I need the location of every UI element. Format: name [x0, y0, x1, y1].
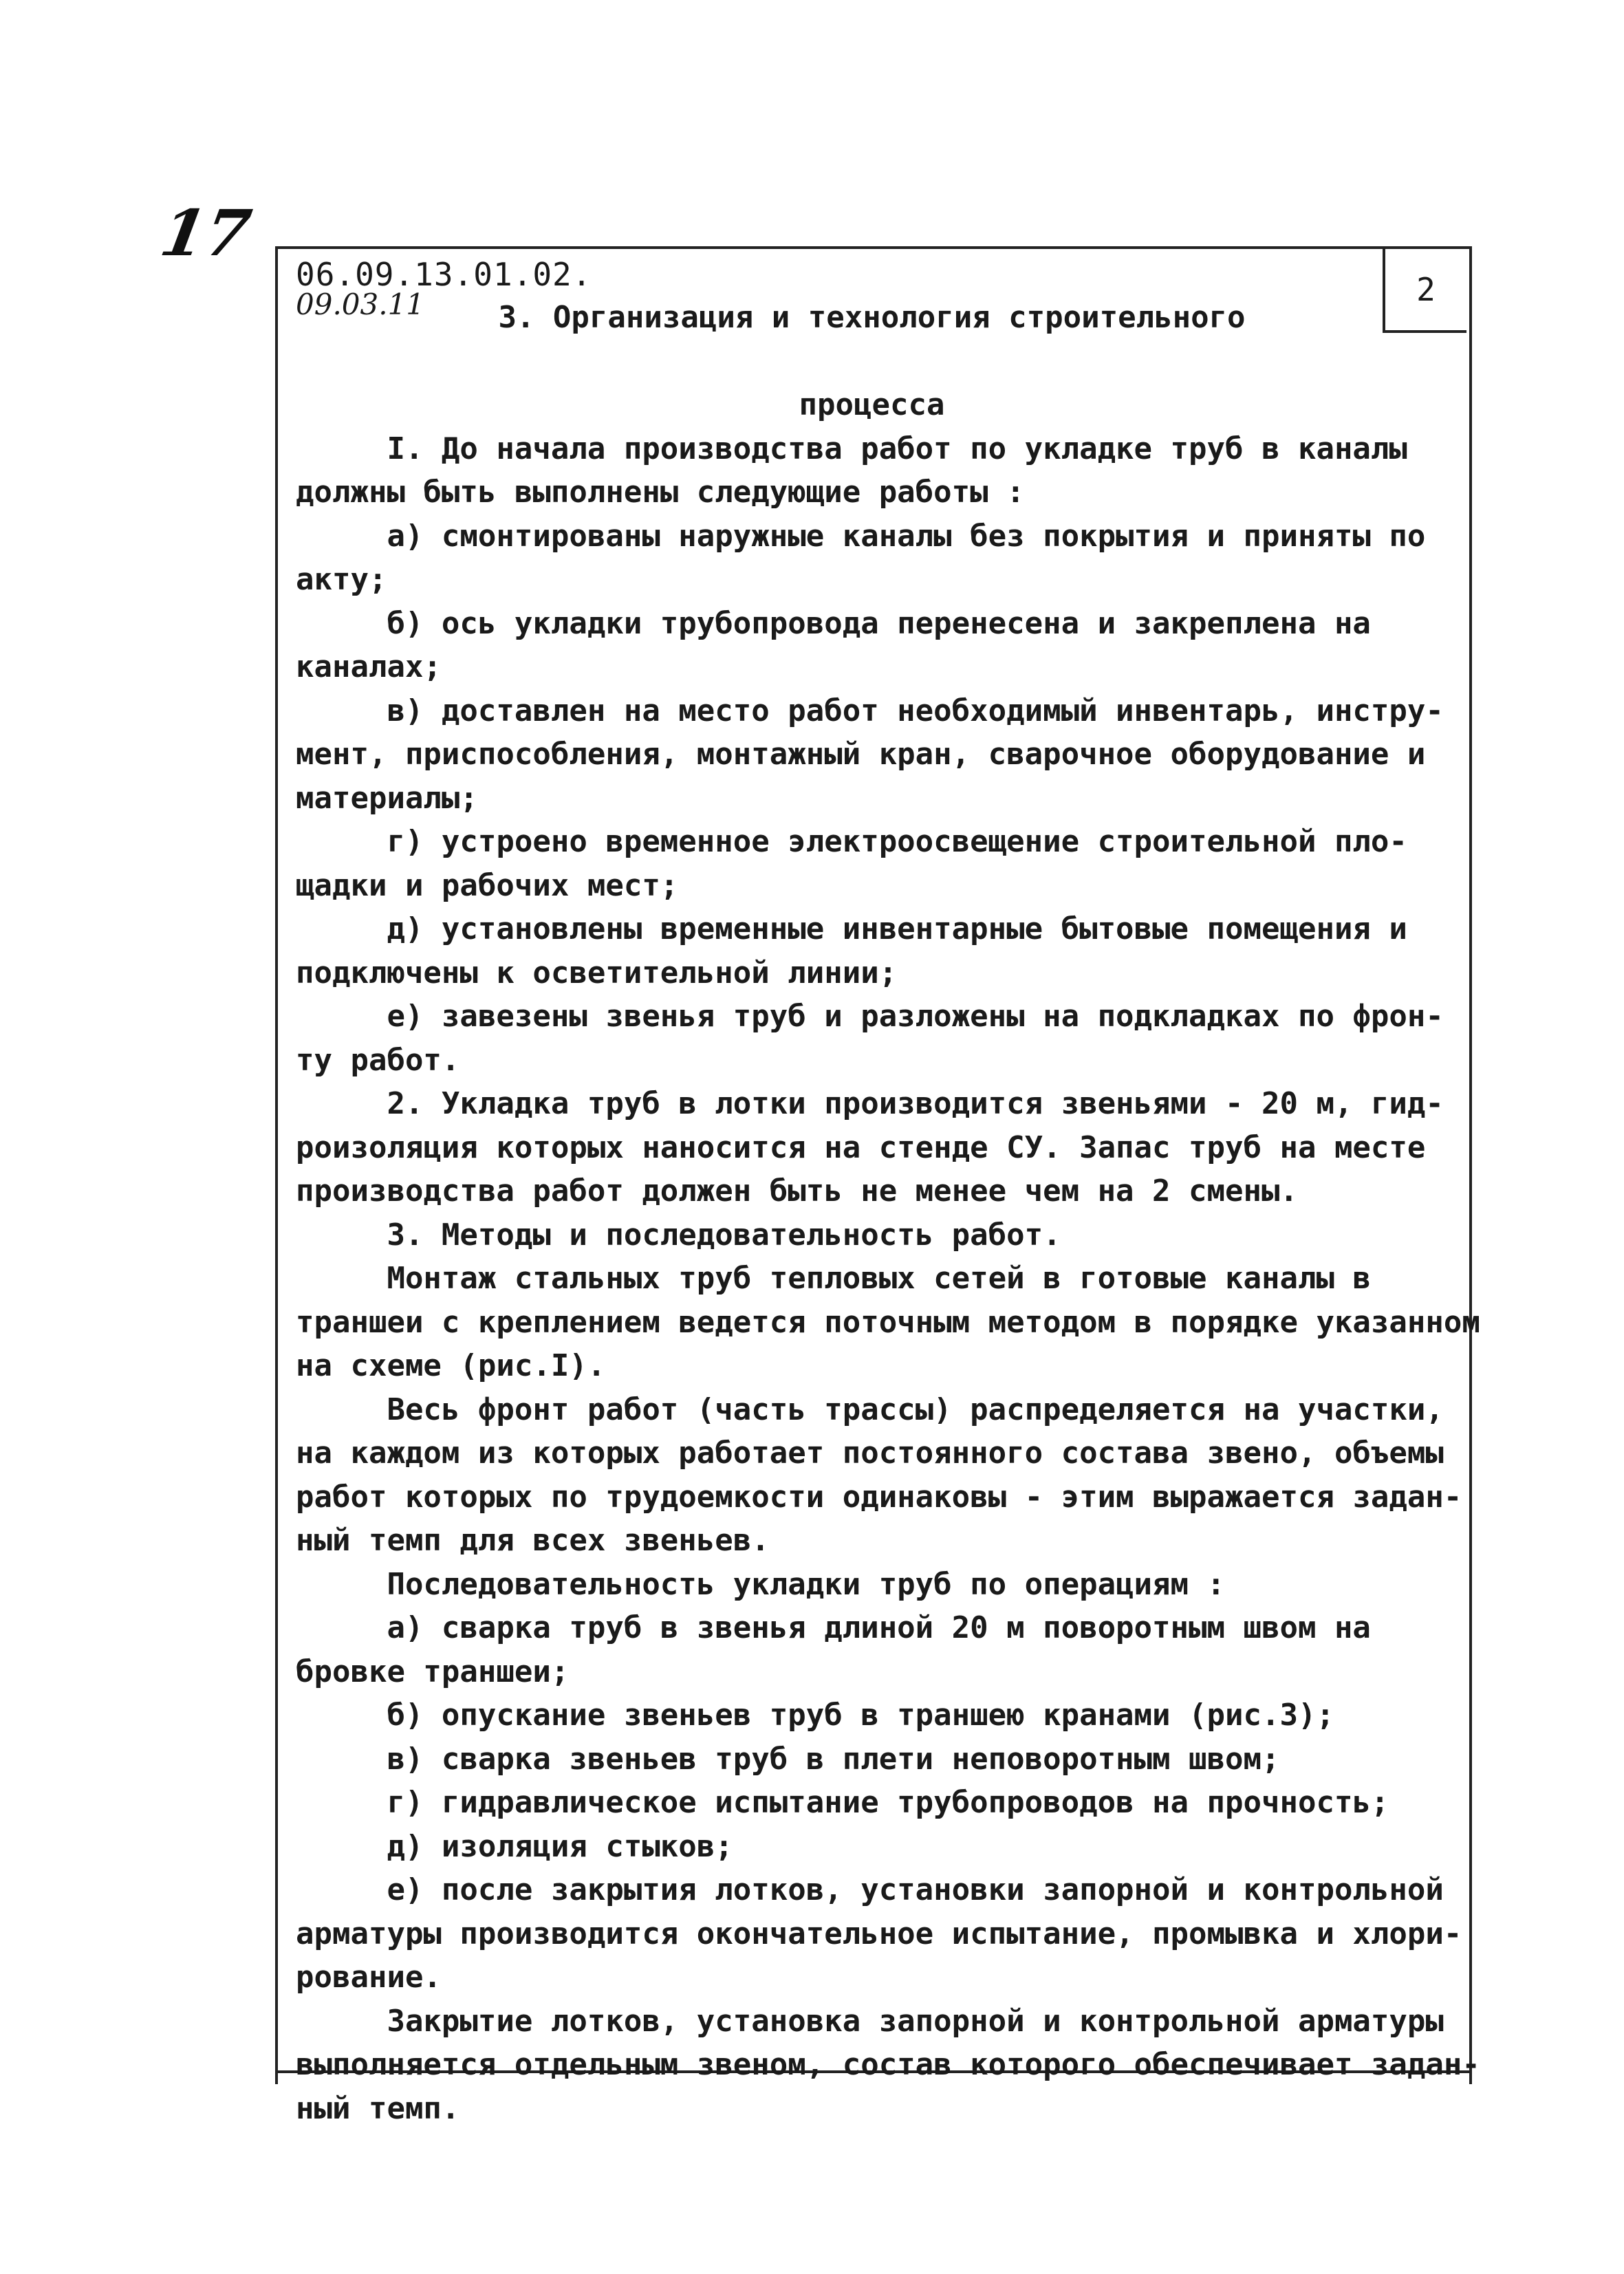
section-heading-line: 3. Организация и технология строительного [498, 300, 1246, 335]
text-line: г) гидравлическое испытание трубопроводов на прочность; [296, 1785, 1389, 1820]
text-line: щадки и рабочих мест; [296, 867, 679, 903]
text-line: ный темп. [296, 2090, 460, 2126]
text-line: 3. Методы и последовательность работ. [296, 1217, 1061, 1253]
text-line: траншеи с креплением ведется поточным методом в порядке указанном [296, 1304, 1480, 1340]
text-line: а) сварка труб в звенья длиной 20 м поворотным швом на [296, 1610, 1371, 1645]
text-line: акту; [296, 562, 387, 597]
text-line: г) устроено временное электроосвещение строительной пло- [296, 824, 1407, 859]
page-number: 17 [155, 196, 257, 270]
text-line: каналах; [296, 649, 442, 684]
document-code: 06.09.13.01.02. [296, 256, 592, 293]
text-line: е) завезены звенья труб и разложены на подкладках по фрон- [296, 999, 1444, 1034]
text-line: роизоляция которых наносится на стенде СУ. Запас труб на месте [296, 1129, 1426, 1165]
text-line: должны быть выполнены следующие работы : [296, 475, 1025, 510]
text-line: на каждом из которых работает постоянного состава звено, объемы [296, 1436, 1444, 1471]
text-line: д) изоляция стыков; [296, 1828, 733, 1864]
text-line: Закрытие лотков, установка запорной и контрольной арматуры [296, 2003, 1444, 2039]
text-line: Весь фронт работ (часть трассы) распределяется на участки, [296, 1392, 1444, 1427]
text-line: мент, приспособления, монтажный кран, сварочное оборудование и [296, 737, 1426, 772]
text-line: в) сварка звеньев труб в плети неповоротным швом; [296, 1741, 1280, 1777]
text-line: на схеме (рис.I). [296, 1348, 606, 1383]
text-line: выполняется отдельным звеном, состав которого обеспечивает задан- [296, 2047, 1480, 2082]
text-line: е) после закрытия лотков, установки запорной и контрольной [296, 1872, 1444, 1907]
text-line: Монтаж стальных труб тепловых сетей в готовые каналы в [296, 1261, 1371, 1296]
text-line: 2. Укладка труб в лотки производится звеньями - 20 м, гид- [296, 1086, 1444, 1121]
section-heading [296, 296, 1448, 427]
text-line: б) опускание звеньев труб в траншею кранами (рис.3); [296, 1698, 1334, 1733]
text-line: в) доставлен на место работ необходимый инвентарь, инстру- [296, 693, 1444, 728]
text-line: производства работ должен быть не менее чем на 2 смены. [296, 1173, 1298, 1209]
text-line: д) установлены временные инвентарные бытовые помещения и [296, 911, 1407, 946]
text-line: арматуры производится окончательное испытание, промывка и хлори- [296, 1916, 1462, 1951]
text-line: подключены к осветительной линии; [296, 955, 898, 990]
text-line: бровке траншеи; [296, 1654, 570, 1689]
text-line: Последовательность укладки труб по операциям : [296, 1566, 1226, 1602]
text-line: ту работ. [296, 1042, 460, 1078]
text-line: а) смонтированы наружные каналы без покрытия и приняты по [296, 518, 1426, 554]
document-body [296, 296, 1480, 2130]
text-line: материалы; [296, 780, 478, 816]
text-line: рование. [296, 1960, 442, 1995]
document-date: 09.03.11 [296, 288, 425, 321]
text-line: б) ось укладки трубопровода перенесена и закреплена на [296, 605, 1371, 641]
section-heading-line: процесса [799, 387, 945, 422]
text-line: работ которых по трудоемкости одинаковы - этим выражается задан- [296, 1479, 1462, 1515]
text-line: ный темп для всех звеньев. [296, 1523, 770, 1558]
text-line: I. До начала производства работ по укладке труб в каналы [296, 431, 1407, 466]
sheet-number: 2 [1416, 271, 1436, 308]
